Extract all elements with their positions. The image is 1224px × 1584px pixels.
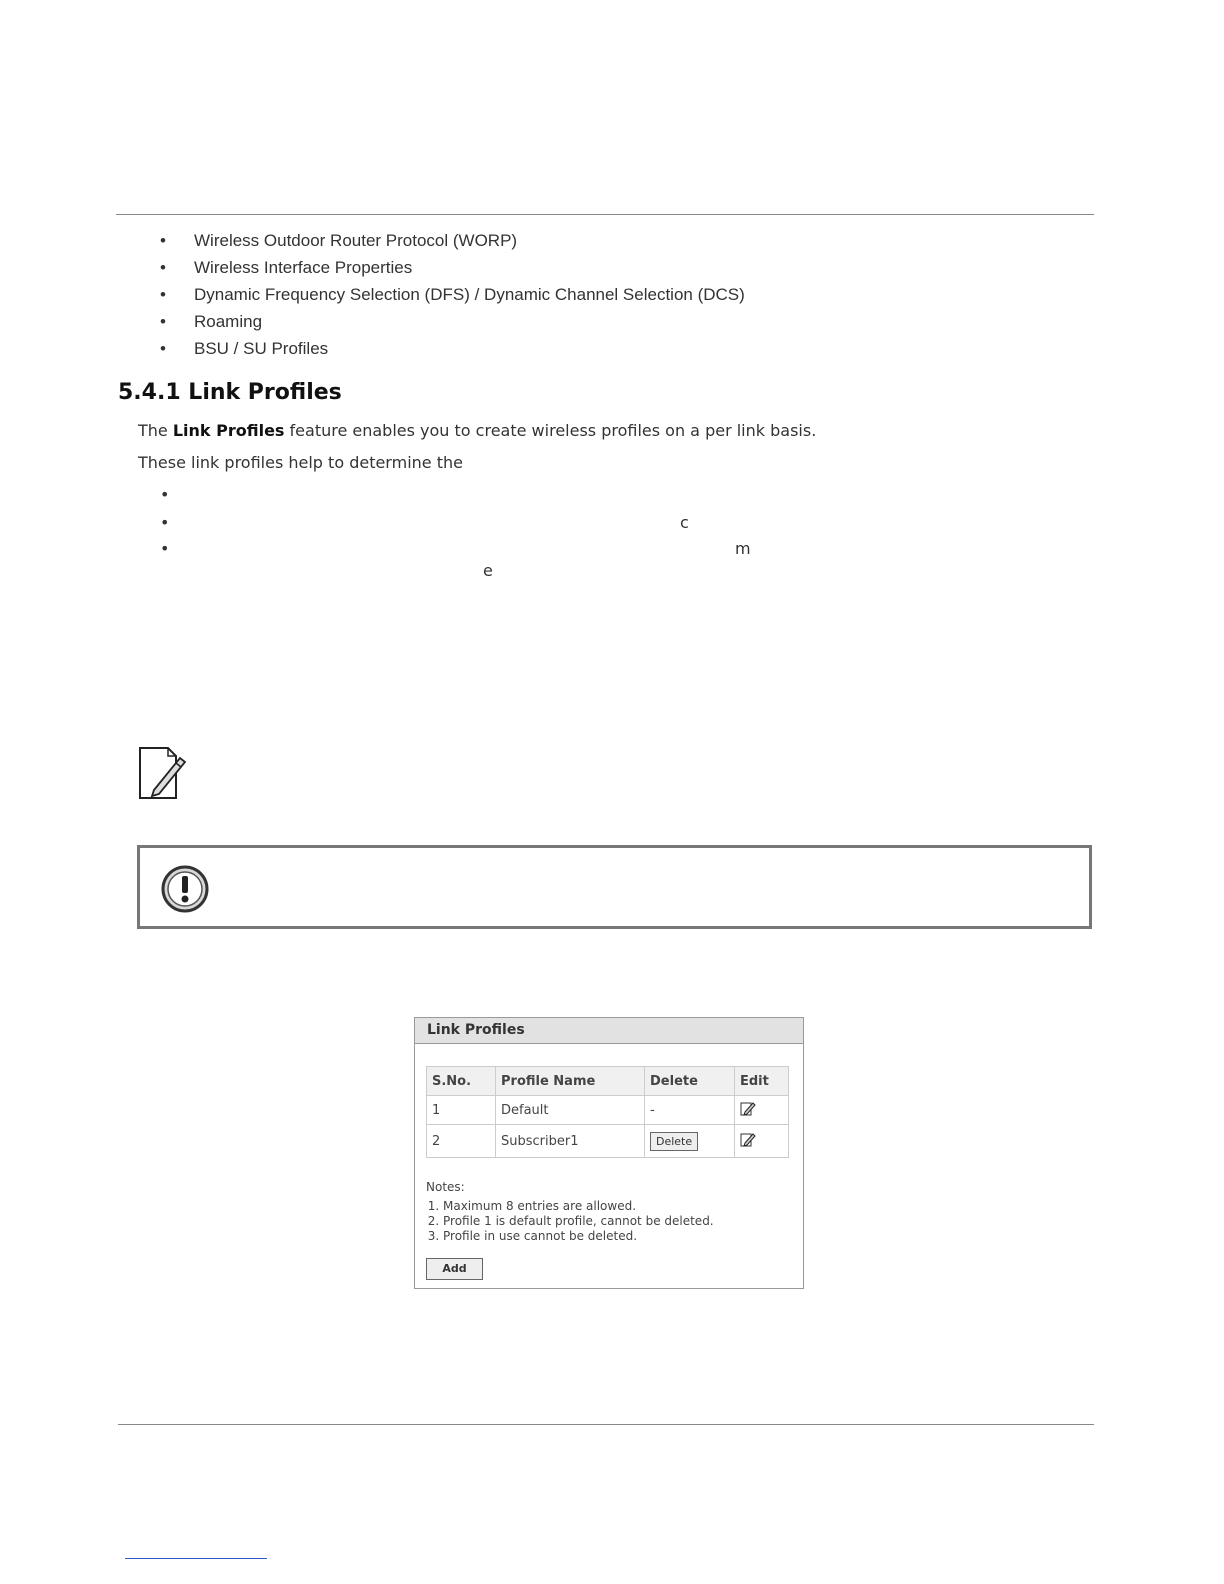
header-rule [116,214,1094,215]
sno-cell: 2 [427,1125,496,1158]
exclamation-icon [160,864,210,914]
sub-bullet-2: • [160,513,170,532]
list-item: • Roaming [160,308,745,335]
intro-suffix: feature enables you to create wireless profiles on a per link basis. [284,421,817,440]
section-heading: 5.4.1 Link Profiles [118,380,342,405]
feature-list [160,227,745,362]
profile-name-cell: Default [496,1096,645,1125]
delete-cell: - [645,1096,735,1125]
sub-bullet-1: • [160,485,170,504]
panel-title: Link Profiles [415,1018,803,1044]
notes-label: Notes: [426,1180,465,1194]
sno-cell: 1 [427,1096,496,1125]
list-item: • Dynamic Frequency Selection (DFS) / Dynamic Channel Selection (DCS) [160,281,745,308]
note-item: 1. Maximum 8 entries are allowed. [443,1199,714,1214]
link-profiles-screenshot [414,1017,804,1289]
notes-section [426,1180,714,1244]
intro-paragraph [138,421,816,440]
list-item: • BSU / SU Profiles [160,335,745,362]
edit-cell [735,1096,789,1125]
add-button[interactable]: Add [426,1258,483,1280]
column-header: S.No. [427,1067,496,1096]
column-header: Edit [735,1067,789,1096]
edit-cell [735,1125,789,1158]
caution-box [137,845,1092,929]
profiles-paragraph: These link profiles help to determine the [138,453,463,472]
profile-name-cell: Subscriber1 [496,1125,645,1158]
note-pencil-icon [136,744,188,802]
footer-rule [118,1424,1094,1425]
delete-button[interactable]: Delete [650,1132,698,1151]
column-header: Delete [645,1067,735,1096]
table-row [427,1096,789,1125]
table-row [427,1125,789,1158]
table-header-row [427,1067,789,1096]
note-item: 3. Profile in use cannot be deleted. [443,1229,714,1244]
edit-icon[interactable] [740,1100,756,1116]
intro-prefix: The [138,421,173,440]
sub-bullet-3: • [160,539,170,558]
intro-bold: Link Profiles [172,421,285,440]
list-item: • Wireless Outdoor Router Protocol (WORP) [160,227,745,254]
delete-cell [645,1125,735,1158]
text-fragment: e [483,561,493,580]
note-item: 2. Profile 1 is default profile, cannot be deleted. [443,1214,714,1229]
list-item: • Wireless Interface Properties [160,254,745,281]
text-fragment: c [680,513,689,532]
column-header: Profile Name [496,1067,645,1096]
footer-link-underline [125,1558,267,1559]
text-fragment: m [735,539,751,558]
link-profiles-table [426,1066,789,1158]
edit-icon[interactable] [740,1131,756,1147]
notes-list [426,1199,714,1244]
